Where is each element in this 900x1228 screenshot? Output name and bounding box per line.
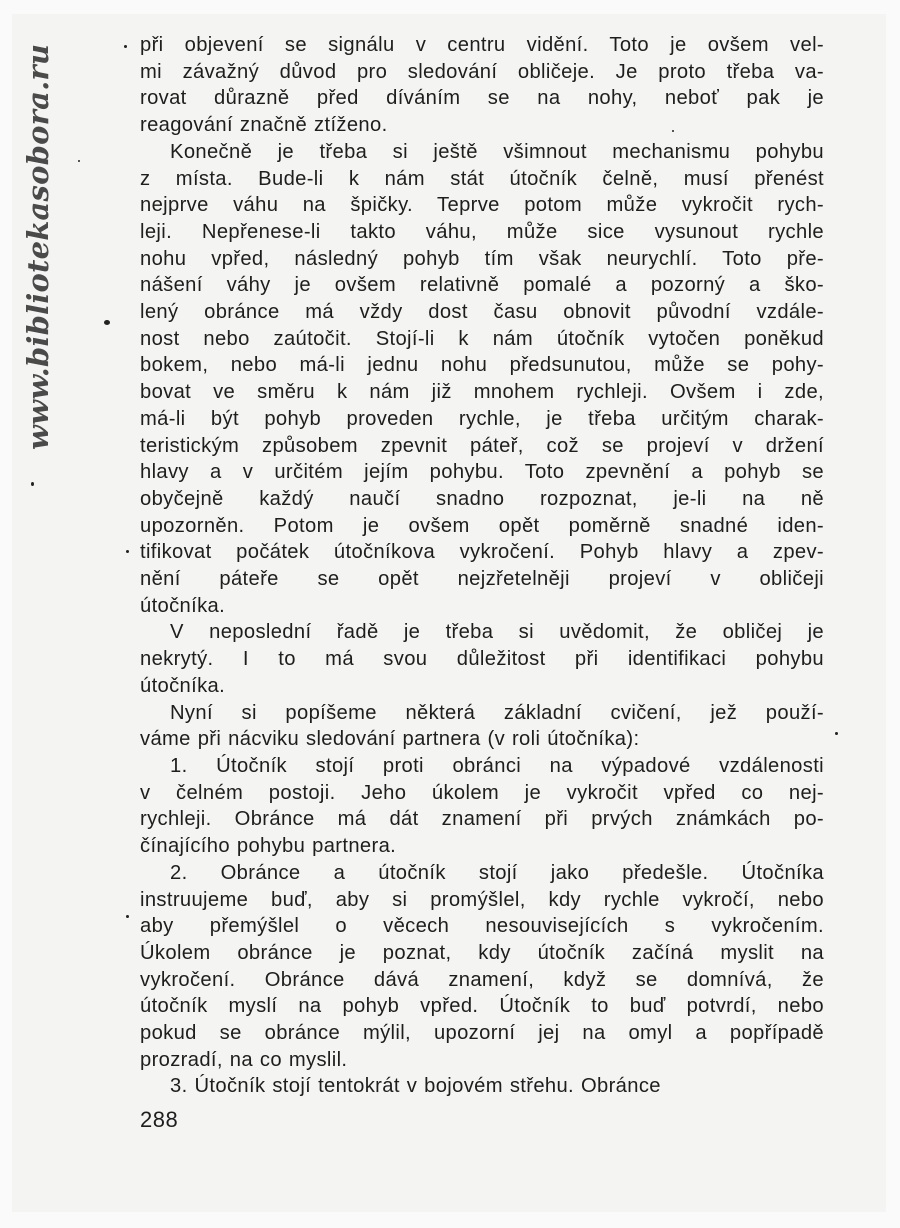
paragraph bbox=[140, 619, 824, 699]
text-line: pokud se obránce mýlil, upozorní jej na omyl a popřípadě bbox=[140, 1022, 824, 1045]
text-line: útočníka. bbox=[140, 594, 226, 617]
page-border-right bbox=[886, 0, 900, 1228]
text-line: Konečně je třeba si ještě všimnout mechanismu pohybu bbox=[170, 140, 824, 163]
text-line: v čelném postoji. Jeho úkolem je vykročit vpřed co nej- bbox=[140, 781, 824, 804]
text-line: teristickým způsobem zpevnit páteř, což se projeví v držení bbox=[140, 434, 824, 457]
scan-speck bbox=[835, 732, 838, 735]
scan-speck bbox=[104, 320, 110, 325]
text-line: aby přemýšlel o věcech nesouvisejících s vykročením. bbox=[140, 915, 824, 938]
text-line: nekrytý. I to má svou důležitost při identifikaci pohybu bbox=[140, 648, 824, 671]
page-number: 288 bbox=[140, 1107, 179, 1132]
scan-speck bbox=[672, 130, 674, 132]
paragraph bbox=[140, 860, 824, 1074]
text-line: vykročení. Obránce dává znamení, když se domnívá, že bbox=[140, 968, 824, 991]
text-line: prozradí, na co myslil. bbox=[140, 1048, 348, 1071]
text-line: z místa. Bude-li k nám stát útočník čelně, musí přenést bbox=[140, 167, 824, 190]
text-line: útočníka. bbox=[140, 674, 226, 697]
body-text bbox=[140, 32, 824, 1100]
scan-speck bbox=[124, 45, 127, 48]
text-line: bovat ve směru k nám již mnohem rychleji. Ovšem i zde, bbox=[140, 381, 824, 404]
paragraph bbox=[140, 753, 824, 860]
text-line: nohu vpřed, následný pohyb tím však neurychlí. Toto pře- bbox=[140, 247, 824, 270]
text-line: lený obránce má vždy dost času obnovit původní vzdále- bbox=[140, 301, 824, 324]
text-line: Nyní si popíšeme některá základní cvičení, jež použí- bbox=[170, 701, 824, 724]
page-border-left bbox=[0, 0, 12, 1228]
text-line: nášení váhy je ovšem relativně pomalé a pozorný a ško- bbox=[140, 274, 824, 297]
text-line: instruujeme buď, aby si promýšlel, kdy rychle vykročí, nebo bbox=[140, 888, 824, 911]
text-line: hlavy a v určitém jejím pohybu. Toto zpevnění a pohyb se bbox=[140, 461, 824, 484]
text-line: nost nebo zaútočit. Stojí-li k nám útočník vytočen poněkud bbox=[140, 327, 824, 350]
scan-speck bbox=[78, 160, 80, 162]
text-line: rychleji. Obránce má dát znamení při prvých známkách po- bbox=[140, 808, 824, 831]
text-line: tifikovat počátek útočníkova vykročení. Pohyb hlavy a zpev- bbox=[140, 541, 824, 564]
paragraph bbox=[140, 32, 824, 139]
text-line: útočník myslí na pohyb vpřed. Útočník to buď potvrdí, nebo bbox=[140, 995, 824, 1018]
text-line: reagování značně ztíženo. bbox=[140, 114, 388, 137]
text-line: 3. Útočník stojí tentokrát v bojovém střehu. Obránce bbox=[170, 1075, 661, 1098]
scan-speck bbox=[31, 482, 34, 486]
text-line: obyčejně každý naučí snadno rozpoznat, je-li na ně bbox=[140, 487, 824, 510]
text-line: váme při nácviku sledování partnera (v roli útočníka): bbox=[140, 728, 640, 751]
text-line: při objevení se signálu v centru vidění. Toto je ovšem vel- bbox=[140, 34, 824, 56]
paragraph bbox=[140, 700, 824, 753]
scan-speck bbox=[126, 550, 129, 553]
text-line: čínajícího pohybu partnera. bbox=[140, 835, 397, 858]
text-line: leji. Nepřenese-li takto váhu, může sice vysunout rychle bbox=[140, 220, 824, 243]
text-line: bokem, nebo má-li jednu nohu předsunutou, může se pohy- bbox=[140, 354, 824, 377]
text-line: nění páteře se opět nejzřetelněji projeví v obličeji bbox=[140, 568, 824, 591]
text-line: mi závažný důvod pro sledování obličeje. Je proto třeba va- bbox=[140, 60, 824, 83]
text-line: má-li být pohyb proveden rychle, je třeba určitým charak- bbox=[140, 407, 824, 430]
text-line: nejprve váhu na špičky. Teprve potom může vykročit rych- bbox=[140, 194, 824, 217]
text-line: V neposlední řadě je třeba si uvědomit, že obličej je bbox=[170, 621, 824, 644]
scan-speck bbox=[126, 915, 129, 918]
watermark bbox=[20, 20, 60, 450]
page-border-top bbox=[0, 0, 900, 14]
paragraph bbox=[140, 139, 824, 620]
text-line: upozorněn. Potom je ovšem opět poměrně snadné iden- bbox=[140, 514, 824, 537]
text-line: 2. Obránce a útočník stojí jako předešle. Útočníka bbox=[170, 861, 824, 884]
paragraph bbox=[140, 1073, 824, 1100]
page-border-bottom bbox=[0, 1212, 900, 1228]
text-line: 1. Útočník stojí proti obránci na výpadové vzdálenosti bbox=[170, 754, 824, 777]
text-line: rovat důrazně před díváním se na nohy, neboť pak je bbox=[140, 87, 824, 110]
watermark-text: www.bibliotekasobora.ru bbox=[21, 43, 55, 450]
text-line: Úkolem obránce je poznat, kdy útočník začíná myslit na bbox=[140, 941, 824, 964]
